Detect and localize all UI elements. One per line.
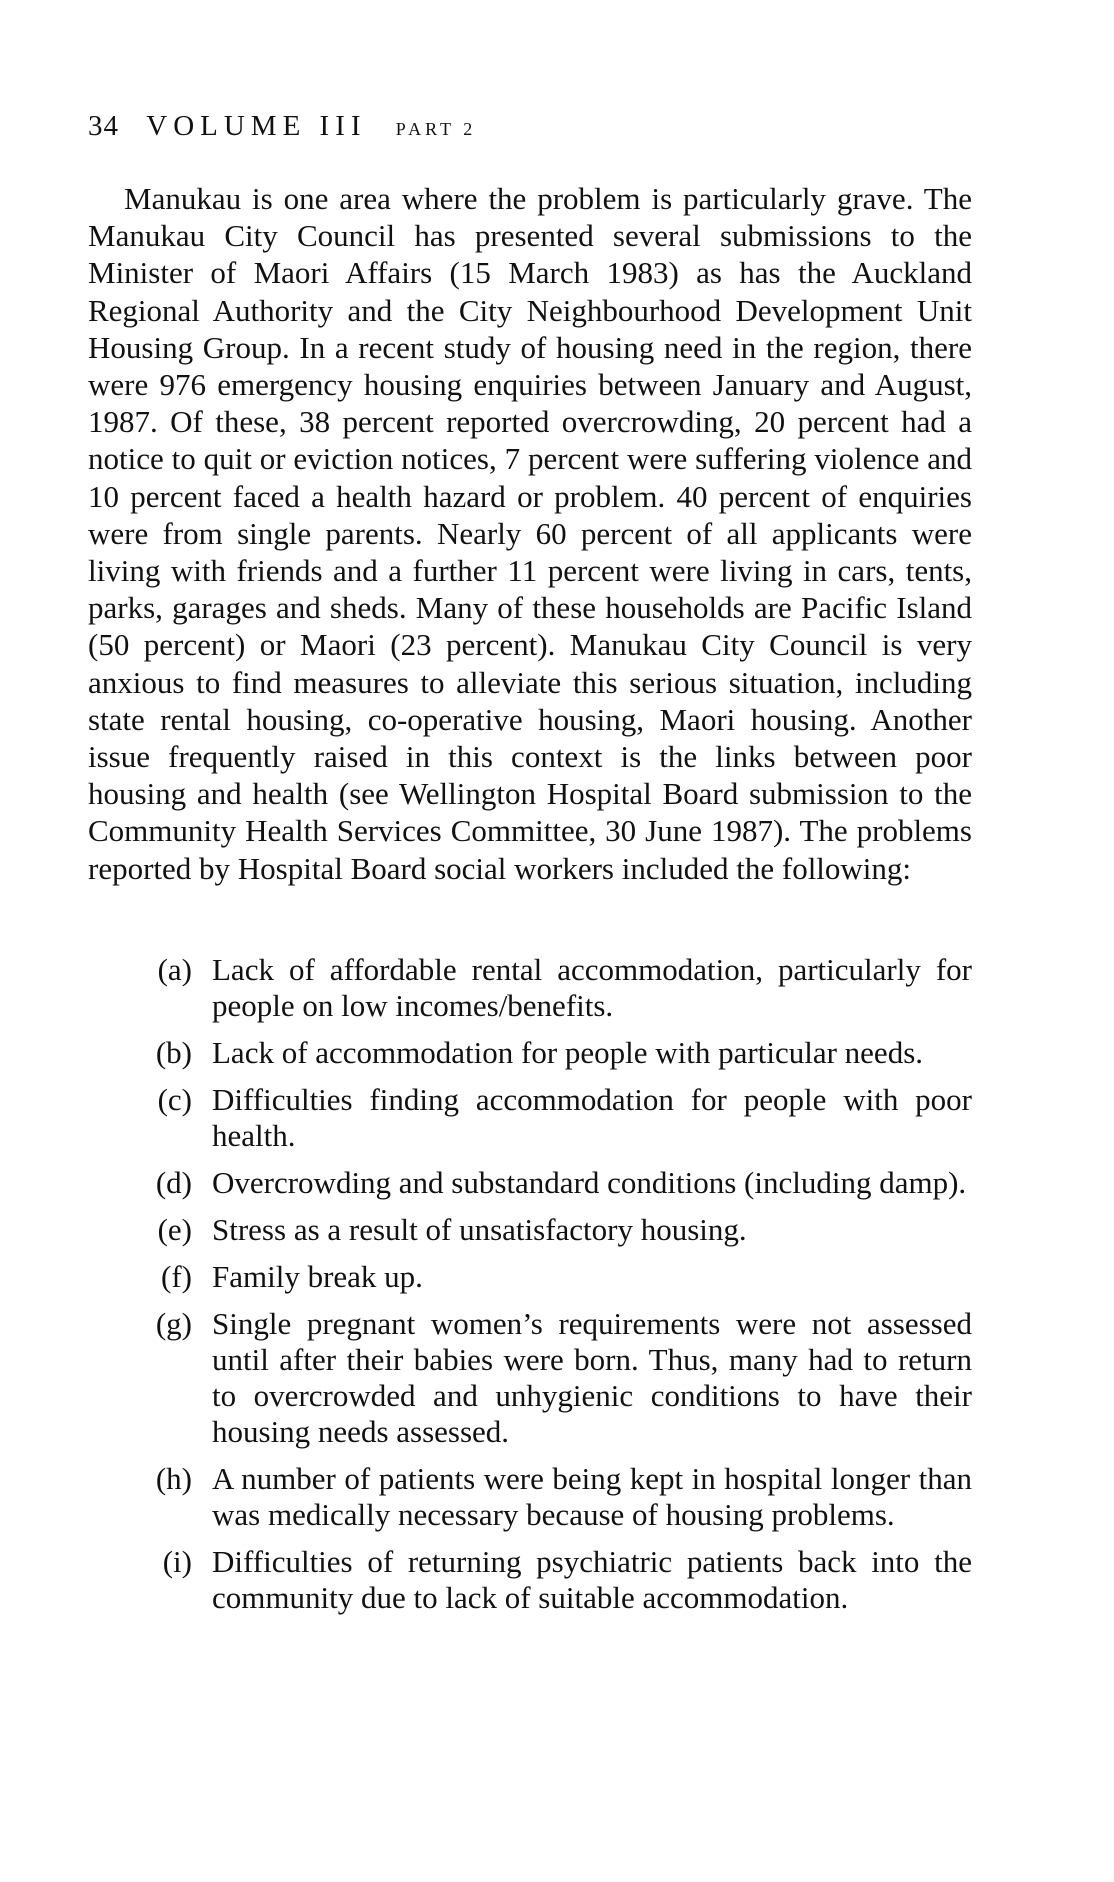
list-item-text: Single pregnant women’s requirements were not assessed until after their babies were born. Thus, many had to return to overcrowded and unhygienic conditions to have their housing needs assessed. (212, 1306, 972, 1449)
page-number: 34 (88, 110, 119, 142)
list-marker: (g) (155, 1306, 192, 1341)
list-marker: (h) (155, 1461, 192, 1496)
list-item-text: Family break up. (212, 1259, 423, 1294)
list-item-text: Lack of accommodation for people with particular needs. (212, 1035, 924, 1070)
list-marker: (e) (157, 1212, 192, 1247)
list-item-text: Stress as a result of unsatisfactory housing. (212, 1212, 747, 1247)
list-item (88, 1544, 972, 1616)
list-item-text: Overcrowding and substandard conditions (including damp). (212, 1165, 967, 1200)
list-item (88, 1165, 972, 1201)
list-marker: (c) (157, 1082, 192, 1117)
list-marker: (a) (157, 952, 192, 987)
list-item (88, 1035, 972, 1071)
part-label: PART 2 (395, 119, 477, 139)
list-item (88, 952, 972, 1024)
list-item-text: Lack of affordable rental accommodation, particularly for people on low incomes/benefits. (212, 952, 972, 1023)
list-item-text: A number of patients were being kept in hospital longer than was medically necessary because of housing problems. (212, 1461, 972, 1532)
running-head (88, 112, 476, 141)
list-item (88, 1259, 972, 1295)
list-marker: (i) (162, 1544, 192, 1579)
body-paragraph: Manukau is one area where the problem is particularly grave. The Manukau City Council has presented several submissions to the Minister of Maori Affairs (15 March 1983) as has the Auckland Regional Authority and the City Neighbourhood Development Unit Housing Group. In a recent study of housing need in the region, there were 976 emergency housing enquiries between January and August, 1987. Of these, 38 percent reported overcrowding, 20 percent had a notice to quit or eviction notices, 7 percent were suffering violence and 10 percent faced a health hazard or problem. 40 percent of enquiries were from single parents. Nearly 60 percent of all applicants were living with friends and a further 11 percent were living in cars, tents, parks, garages and sheds. Many of these households are Pacific Island (50 percent) or Maori (23 percent). Manukau City Council is very anxious to find measures to alleviate this serious situation, including state rental housing, co-operative housing, Maori housing. Another issue frequently raised in this context is the links between poor housing and health (see Wellington Hospital Board submission to the Community Health Services Committee, 30 June 1987). The problems reported by Hospital Board social workers included the following: (88, 181, 972, 886)
list-marker: (d) (155, 1165, 192, 1200)
list-item (88, 1461, 972, 1533)
list-marker: (b) (155, 1035, 192, 1070)
problems-list (88, 952, 972, 1627)
list-item-text: Difficulties of returning psychiatric patients back into the community due to lack of suitable accommodation. (212, 1544, 972, 1615)
list-item-text: Difficulties finding accommodation for people with poor health. (212, 1082, 972, 1153)
list-item (88, 1082, 972, 1154)
list-item (88, 1306, 972, 1450)
volume-label: VOLUME III (146, 110, 367, 142)
list-item (88, 1212, 972, 1248)
list-marker: (f) (161, 1259, 192, 1294)
